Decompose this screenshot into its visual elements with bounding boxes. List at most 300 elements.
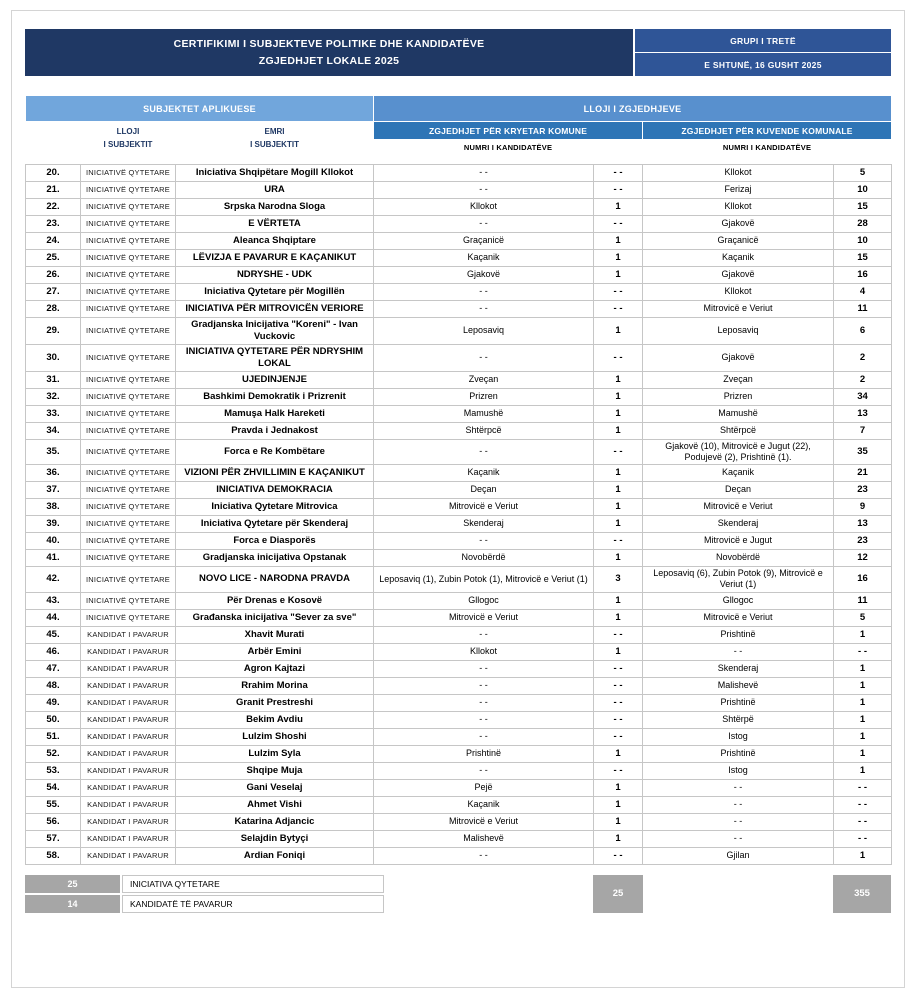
mayor-candidate-count: - - <box>594 439 643 465</box>
subject-name: Rrahim Morina <box>176 677 374 694</box>
assembly-candidate-count: 10 <box>834 233 892 250</box>
subject-type: KANDIDAT I PAVARUR <box>81 660 176 677</box>
subject-name: Iniciativa Qytetare Mitrovica <box>176 499 374 516</box>
subject-name: Srpska Narodna Sloga <box>176 199 374 216</box>
table-row <box>26 550 892 567</box>
table-row <box>26 182 892 199</box>
table-row <box>26 847 892 864</box>
mayor-candidate-count: 1 <box>594 813 643 830</box>
table-row <box>26 388 892 405</box>
row-number: 30. <box>26 344 81 371</box>
table-row <box>26 779 892 796</box>
assembly-candidate-count: 11 <box>834 592 892 609</box>
mayor-municipality: - - <box>374 728 594 745</box>
assembly-municipality: Prishtinë <box>643 745 834 762</box>
subject-type: KANDIDAT I PAVARUR <box>81 830 176 847</box>
mayor-municipality: Mitrovicë e Veriut <box>374 499 594 516</box>
assembly-candidate-count: 12 <box>834 550 892 567</box>
table-row <box>26 499 892 516</box>
subject-type: INICIATIVË QYTETARE <box>81 550 176 567</box>
subject-name: NDRYSHE - UDK <box>176 267 374 284</box>
subject-name: UJEDINJENJE <box>176 371 374 388</box>
row-number: 26. <box>26 267 81 284</box>
subject-type: INICIATIVË QYTETARE <box>81 567 176 593</box>
table-row <box>26 216 892 233</box>
mayor-municipality: - - <box>374 344 594 371</box>
table-row <box>26 199 892 216</box>
row-number: 33. <box>26 405 81 422</box>
subject-name: INICIATIVA QYTETARE PËR NDRYSHIM LOKAL <box>176 344 374 371</box>
table-row <box>26 344 892 371</box>
mayor-candidates-total: 25 <box>593 875 643 913</box>
assembly-candidate-count: 1 <box>834 762 892 779</box>
mayor-candidate-count: - - <box>594 677 643 694</box>
assembly-municipality: Gjilan <box>643 847 834 864</box>
assembly-municipality: - - <box>643 830 834 847</box>
subject-name: Forca e Diasporës <box>176 533 374 550</box>
assembly-candidate-count: 13 <box>834 516 892 533</box>
mayor-municipality: - - <box>374 533 594 550</box>
mayor-municipality: - - <box>374 694 594 711</box>
row-number: 40. <box>26 533 81 550</box>
assembly-municipality: Kllokot <box>643 284 834 301</box>
row-number: 29. <box>26 318 81 345</box>
mayor-candidate-count: - - <box>594 762 643 779</box>
document-page <box>11 10 905 988</box>
summary-count-kandidate: 14 <box>25 895 120 913</box>
table-row <box>26 165 892 182</box>
mayor-municipality: Skenderaj <box>374 516 594 533</box>
assembly-municipality: Shtërpcë <box>643 422 834 439</box>
row-number: 49. <box>26 694 81 711</box>
row-number: 45. <box>26 626 81 643</box>
subject-name: INICIATIVA PËR MITROVICËN VERIORE <box>176 301 374 318</box>
table-row <box>26 796 892 813</box>
mayor-candidate-count: - - <box>594 847 643 864</box>
subject-type: KANDIDAT I PAVARUR <box>81 745 176 762</box>
row-number: 36. <box>26 465 81 482</box>
subject-type: INICIATIVË QYTETARE <box>81 516 176 533</box>
assembly-candidate-count: 28 <box>834 216 892 233</box>
title-side-panel <box>635 29 891 76</box>
assembly-municipality: Mitrovicë e Jugut <box>643 533 834 550</box>
summary-label-kandidate: KANDIDATË TË PAVARUR <box>122 895 384 913</box>
subject-type: INICIATIVË QYTETARE <box>81 301 176 318</box>
subject-name: Agron Kajtazi <box>176 660 374 677</box>
subject-name: Iniciativa Qytetare për Skenderaj <box>176 516 374 533</box>
mayor-municipality: Kaçanik <box>374 796 594 813</box>
page-title-line2: ZGJEDHJET LOKALE 2025 <box>258 54 400 67</box>
row-number: 27. <box>26 284 81 301</box>
subject-type: KANDIDAT I PAVARUR <box>81 643 176 660</box>
table-row <box>26 745 892 762</box>
column-header-mayor-elections: ZGJEDHJET PËR KRYETAR KOMUNE <box>374 122 643 140</box>
subject-type: INICIATIVË QYTETARE <box>81 250 176 267</box>
assembly-candidate-count: 1 <box>834 660 892 677</box>
subject-name: Xhavit Murati <box>176 626 374 643</box>
mayor-municipality: Gllogoc <box>374 592 594 609</box>
row-number: 43. <box>26 592 81 609</box>
subject-type: INICIATIVË QYTETARE <box>81 344 176 371</box>
mayor-municipality: Prizren <box>374 388 594 405</box>
row-number: 38. <box>26 499 81 516</box>
subject-type: KANDIDAT I PAVARUR <box>81 762 176 779</box>
assembly-municipality: Ferizaj <box>643 182 834 199</box>
mayor-municipality: - - <box>374 762 594 779</box>
mayor-candidate-count: 1 <box>594 199 643 216</box>
date-badge: E SHTUNË, 16 GUSHT 2025 <box>635 53 891 76</box>
subject-type: INICIATIVË QYTETARE <box>81 233 176 250</box>
mayor-candidate-count: - - <box>594 728 643 745</box>
assembly-candidate-count: 1 <box>834 677 892 694</box>
subjects-table <box>25 164 892 865</box>
table-row <box>26 762 892 779</box>
subject-type: INICIATIVË QYTETARE <box>81 499 176 516</box>
assembly-candidate-count: 16 <box>834 267 892 284</box>
mayor-municipality: - - <box>374 216 594 233</box>
assembly-municipality: Shtërpë <box>643 711 834 728</box>
row-number: 23. <box>26 216 81 233</box>
assembly-candidate-count: 35 <box>834 439 892 465</box>
mayor-municipality: - - <box>374 439 594 465</box>
table-row <box>26 830 892 847</box>
row-number: 51. <box>26 728 81 745</box>
row-number: 47. <box>26 660 81 677</box>
assembly-municipality: Mitrovicë e Veriut <box>643 499 834 516</box>
row-number: 31. <box>26 371 81 388</box>
mayor-candidate-count: 1 <box>594 250 643 267</box>
column-header-mayor-candidate-count: NUMRI I KANDIDATËVE <box>374 140 643 156</box>
mayor-candidate-count: - - <box>594 182 643 199</box>
assembly-municipality: Kaçanik <box>643 250 834 267</box>
mayor-municipality: Mamushë <box>374 405 594 422</box>
subject-name: Forca e Re Kombëtare <box>176 439 374 465</box>
mayor-municipality: - - <box>374 626 594 643</box>
assembly-candidate-count: 2 <box>834 344 892 371</box>
summary-count-iniciativa: 25 <box>25 875 120 893</box>
mayor-municipality: - - <box>374 165 594 182</box>
subject-type: KANDIDAT I PAVARUR <box>81 694 176 711</box>
subject-type: KANDIDAT I PAVARUR <box>81 677 176 694</box>
mayor-municipality: Novobërdë <box>374 550 594 567</box>
subject-name: Ardian Foniqi <box>176 847 374 864</box>
assembly-municipality: Kllokot <box>643 199 834 216</box>
mayor-municipality: Leposaviq <box>374 318 594 345</box>
summary-left-block <box>25 875 384 913</box>
mayor-municipality: Mitrovicë e Veriut <box>374 813 594 830</box>
row-number: 42. <box>26 567 81 593</box>
subject-type: KANDIDAT I PAVARUR <box>81 796 176 813</box>
subject-name: Arbër Emini <box>176 643 374 660</box>
mayor-municipality: - - <box>374 677 594 694</box>
mayor-municipality: - - <box>374 182 594 199</box>
subject-type: INICIATIVË QYTETARE <box>81 533 176 550</box>
assembly-municipality: Novobërdë <box>643 550 834 567</box>
mayor-municipality: Kaçanik <box>374 250 594 267</box>
row-number: 44. <box>26 609 81 626</box>
mayor-municipality: - - <box>374 660 594 677</box>
mayor-municipality: - - <box>374 284 594 301</box>
mayor-municipality: Kaçanik <box>374 465 594 482</box>
subject-name: Për Drenas e Kosovë <box>176 592 374 609</box>
subject-name: Mamuşa Halk Hareketi <box>176 405 374 422</box>
column-header-emri-line2: I SUBJEKTIT <box>250 139 299 149</box>
row-number: 32. <box>26 388 81 405</box>
column-header-emri <box>176 122 374 156</box>
subject-name: E VËRTETA <box>176 216 374 233</box>
assembly-municipality: Mitrovicë e Veriut <box>643 609 834 626</box>
subject-name: LËVIZJA E PAVARUR E KAÇANIKUT <box>176 250 374 267</box>
corner-empty-cell <box>26 122 81 156</box>
row-number: 35. <box>26 439 81 465</box>
mayor-candidate-count: 1 <box>594 405 643 422</box>
column-header-lloji-line2: I SUBJEKTIT <box>103 139 153 149</box>
row-number: 22. <box>26 199 81 216</box>
group-badge: GRUPI I TRETË <box>635 29 891 52</box>
assembly-candidate-count: 13 <box>834 405 892 422</box>
mayor-municipality: Graçanicë <box>374 233 594 250</box>
summary-row-kandidate <box>25 895 384 913</box>
assembly-candidate-count: 23 <box>834 533 892 550</box>
mayor-candidate-count: 3 <box>594 567 643 593</box>
assembly-municipality: Gllogoc <box>643 592 834 609</box>
assembly-candidate-count: 10 <box>834 182 892 199</box>
assembly-candidate-count: 11 <box>834 301 892 318</box>
assembly-municipality: Skenderaj <box>643 660 834 677</box>
subject-type: INICIATIVË QYTETARE <box>81 592 176 609</box>
table-row <box>26 482 892 499</box>
row-number: 21. <box>26 182 81 199</box>
assembly-candidate-count: 16 <box>834 567 892 593</box>
subject-name: Ahmet Vishi <box>176 796 374 813</box>
column-header-table <box>25 95 892 156</box>
table-row <box>26 533 892 550</box>
subject-type: INICIATIVË QYTETARE <box>81 422 176 439</box>
mayor-candidate-count: 1 <box>594 592 643 609</box>
row-number: 50. <box>26 711 81 728</box>
row-number: 58. <box>26 847 81 864</box>
row-number: 24. <box>26 233 81 250</box>
mayor-candidate-count: - - <box>594 711 643 728</box>
assembly-municipality: Leposaviq <box>643 318 834 345</box>
mayor-candidate-count: 1 <box>594 550 643 567</box>
table-row <box>26 301 892 318</box>
assembly-municipality: - - <box>643 643 834 660</box>
row-number: 20. <box>26 165 81 182</box>
mayor-candidate-count: 1 <box>594 499 643 516</box>
subject-type: KANDIDAT I PAVARUR <box>81 728 176 745</box>
assembly-candidate-count: 6 <box>834 318 892 345</box>
mayor-municipality: - - <box>374 847 594 864</box>
assembly-candidate-count: - - <box>834 796 892 813</box>
assembly-municipality: - - <box>643 796 834 813</box>
table-row <box>26 728 892 745</box>
mayor-municipality: Malishevë <box>374 830 594 847</box>
assembly-candidate-count: 5 <box>834 609 892 626</box>
subject-type: INICIATIVË QYTETARE <box>81 284 176 301</box>
assembly-municipality: Mamushë <box>643 405 834 422</box>
table-body <box>26 165 892 865</box>
assembly-candidate-count: 5 <box>834 165 892 182</box>
mayor-candidate-count: - - <box>594 216 643 233</box>
subject-name: Iniciativa Qytetare për Mogillën <box>176 284 374 301</box>
mayor-candidate-count: 1 <box>594 318 643 345</box>
row-number: 28. <box>26 301 81 318</box>
subject-name: Aleanca Shqiptare <box>176 233 374 250</box>
assembly-municipality: - - <box>643 813 834 830</box>
table-row <box>26 233 892 250</box>
subject-name: Iniciativa Shqipëtare Mogill Kllokot <box>176 165 374 182</box>
table-row <box>26 516 892 533</box>
assembly-municipality: Leposaviq (6), Zubin Potok (9), Mitrovicë e Veriut (1) <box>643 567 834 593</box>
row-number: 39. <box>26 516 81 533</box>
mayor-municipality: Gjakovë <box>374 267 594 284</box>
assembly-municipality: Gjakovë <box>643 267 834 284</box>
subject-type: INICIATIVË QYTETARE <box>81 465 176 482</box>
assembly-candidate-count: 1 <box>834 728 892 745</box>
assembly-candidate-count: 7 <box>834 422 892 439</box>
mayor-candidate-count: 1 <box>594 482 643 499</box>
column-header-lloji <box>81 122 176 156</box>
subject-name: Gradjanska inicijativa Opstanak <box>176 550 374 567</box>
column-header-emri-line1: EMRI <box>264 126 285 136</box>
mayor-candidate-count: 1 <box>594 267 643 284</box>
mayor-municipality: Leposaviq (1), Zubin Potok (1), Mitrovicë e Veriut (1) <box>374 567 594 593</box>
mayor-candidate-count: - - <box>594 344 643 371</box>
table-row <box>26 465 892 482</box>
table-row <box>26 250 892 267</box>
subject-name: Gani Veselaj <box>176 779 374 796</box>
row-number: 57. <box>26 830 81 847</box>
assembly-candidate-count: 4 <box>834 284 892 301</box>
mayor-municipality: - - <box>374 711 594 728</box>
page-title-line1: CERTIFIKIMI I SUBJEKTEVE POLITIKE DHE KANDIDATËVE <box>173 38 485 51</box>
mayor-candidate-count: 1 <box>594 830 643 847</box>
mayor-municipality: Deçan <box>374 482 594 499</box>
subject-name: Granit Prestreshi <box>176 694 374 711</box>
row-number: 54. <box>26 779 81 796</box>
mayor-candidate-count: - - <box>594 301 643 318</box>
mayor-municipality: Kllokot <box>374 643 594 660</box>
mayor-candidate-count: - - <box>594 626 643 643</box>
table-row <box>26 422 892 439</box>
assembly-candidates-total: 355 <box>833 875 891 913</box>
subject-type: INICIATIVË QYTETARE <box>81 482 176 499</box>
table-row <box>26 677 892 694</box>
subject-name: Pravda i Jednakost <box>176 422 374 439</box>
mayor-municipality: Prishtinë <box>374 745 594 762</box>
assembly-candidate-count: 34 <box>834 388 892 405</box>
mayor-municipality: Shtërpcë <box>374 422 594 439</box>
summary-footer <box>25 875 891 915</box>
subject-name: INICIATIVA DEMOKRACIA <box>176 482 374 499</box>
assembly-candidate-count: 2 <box>834 371 892 388</box>
subject-name: Katarina Adjancic <box>176 813 374 830</box>
mayor-municipality: - - <box>374 301 594 318</box>
row-number: 34. <box>26 422 81 439</box>
subject-name: Gradjanska Inicijativa "Koreni" - Ivan Vuckovic <box>176 318 374 345</box>
assembly-candidate-count: 21 <box>834 465 892 482</box>
subject-type: KANDIDAT I PAVARUR <box>81 847 176 864</box>
table-row <box>26 711 892 728</box>
table-row <box>26 660 892 677</box>
row-number: 55. <box>26 796 81 813</box>
mayor-candidate-count: 1 <box>594 796 643 813</box>
table-row <box>26 405 892 422</box>
subject-type: INICIATIVË QYTETARE <box>81 609 176 626</box>
subject-type: INICIATIVË QYTETARE <box>81 182 176 199</box>
mayor-candidate-count: 1 <box>594 422 643 439</box>
mayor-candidate-count: 1 <box>594 643 643 660</box>
table-row <box>26 439 892 465</box>
assembly-candidate-count: 1 <box>834 847 892 864</box>
subject-name: Građanska inicijativa "Sever za sve" <box>176 609 374 626</box>
subject-name: Shqipe Muja <box>176 762 374 779</box>
subject-type: INICIATIVË QYTETARE <box>81 439 176 465</box>
assembly-candidate-count: 1 <box>834 745 892 762</box>
assembly-candidate-count: 15 <box>834 199 892 216</box>
assembly-municipality: Kllokot <box>643 165 834 182</box>
mayor-candidate-count: 1 <box>594 371 643 388</box>
subject-name: Bekim Avdiu <box>176 711 374 728</box>
mayor-municipality: Mitrovicë e Veriut <box>374 609 594 626</box>
assembly-municipality: Gjakovë <box>643 344 834 371</box>
subject-type: KANDIDAT I PAVARUR <box>81 626 176 643</box>
assembly-municipality: Prizren <box>643 388 834 405</box>
subject-type: INICIATIVË QYTETARE <box>81 165 176 182</box>
table-row <box>26 371 892 388</box>
row-number: 46. <box>26 643 81 660</box>
page-title <box>25 29 633 76</box>
assembly-candidate-count: 1 <box>834 626 892 643</box>
mayor-candidate-count: - - <box>594 694 643 711</box>
assembly-municipality: Mitrovicë e Veriut <box>643 301 834 318</box>
subject-name: VIZIONI PËR ZHVILLIMIN E KAÇANIKUT <box>176 465 374 482</box>
subject-type: INICIATIVË QYTETARE <box>81 318 176 345</box>
assembly-municipality: Istog <box>643 728 834 745</box>
subject-type: INICIATIVË QYTETARE <box>81 405 176 422</box>
band-subjektet-aplikuese: SUBJEKTET APLIKUESE <box>26 96 374 122</box>
subject-type: INICIATIVË QYTETARE <box>81 199 176 216</box>
table-row <box>26 626 892 643</box>
mayor-municipality: Kllokot <box>374 199 594 216</box>
subject-name: Lulzim Syla <box>176 745 374 762</box>
row-number: 48. <box>26 677 81 694</box>
assembly-candidate-count: 15 <box>834 250 892 267</box>
column-header-assembly-elections: ZGJEDHJET PËR KUVENDE KOMUNALE <box>643 122 892 140</box>
subject-name: Lulzim Shoshi <box>176 728 374 745</box>
subject-name: NOVO LICE - NARODNA PRAVDA <box>176 567 374 593</box>
subject-type: KANDIDAT I PAVARUR <box>81 779 176 796</box>
mayor-candidate-count: - - <box>594 660 643 677</box>
assembly-municipality: - - <box>643 779 834 796</box>
row-number: 37. <box>26 482 81 499</box>
assembly-municipality: Gjakovë (10), Mitrovicë e Jugut (22), Podujevë (2), Prishtinë (1). <box>643 439 834 465</box>
assembly-municipality: Prishtinë <box>643 694 834 711</box>
mayor-candidate-count: - - <box>594 165 643 182</box>
row-number: 25. <box>26 250 81 267</box>
subject-name: Bashkimi Demokratik i Prizrenit <box>176 388 374 405</box>
column-header-assembly-candidate-count: NUMRI I KANDIDATËVE <box>643 140 892 156</box>
assembly-candidate-count: 9 <box>834 499 892 516</box>
mayor-candidate-count: 1 <box>594 465 643 482</box>
assembly-municipality: Skenderaj <box>643 516 834 533</box>
assembly-candidate-count: 1 <box>834 694 892 711</box>
subject-type: KANDIDAT I PAVARUR <box>81 711 176 728</box>
assembly-candidate-count: 1 <box>834 711 892 728</box>
subject-name: Selajdin Bytyçi <box>176 830 374 847</box>
assembly-candidate-count: 23 <box>834 482 892 499</box>
